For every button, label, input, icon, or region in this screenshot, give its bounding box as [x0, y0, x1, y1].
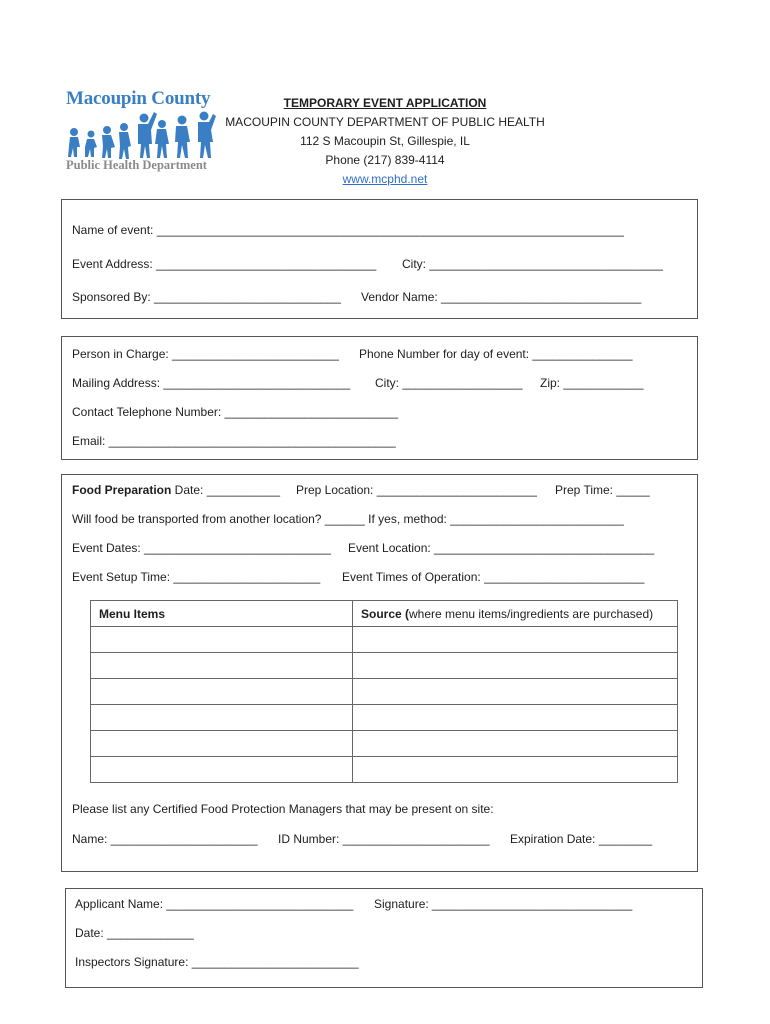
menu-item-cell[interactable]: [91, 653, 353, 679]
event-city-field[interactable]: City: ___________________________________: [402, 257, 663, 271]
event-dates-field[interactable]: Event Dates: ____________________________: [72, 541, 331, 555]
prep-location-field[interactable]: Prep Location: ________________________: [296, 483, 537, 497]
table-row: [91, 653, 678, 679]
event-setup-time-field[interactable]: Event Setup Time: ______________________: [72, 570, 321, 584]
contact-telephone-field[interactable]: Contact Telephone Number: __________________________: [72, 405, 399, 419]
source-cell[interactable]: [353, 653, 678, 679]
menu-item-cell[interactable]: [91, 627, 353, 653]
food-preparation-label: Food Preparation: [72, 483, 172, 497]
source-cell[interactable]: [353, 679, 678, 705]
menu-item-cell[interactable]: [91, 679, 353, 705]
prep-date-field[interactable]: [72, 483, 280, 497]
table-row: [91, 679, 678, 705]
vendor-name-field[interactable]: Vendor Name: ______________________________: [361, 290, 642, 304]
mailing-city-field[interactable]: City: __________________: [375, 376, 523, 390]
department-name: MACOUPIN COUNTY DEPARTMENT OF PUBLIC HEALTH: [225, 115, 545, 129]
table-row: [91, 757, 678, 783]
source-header: Source (where menu items/ingredients are purchased): [353, 601, 678, 627]
transport-method-field[interactable]: Will food be transported from another location? ______ If yes, method: __________________________: [72, 512, 624, 526]
day-of-event-phone-field[interactable]: Phone Number for day of event: _______________: [359, 347, 633, 361]
source-cell[interactable]: [353, 705, 678, 731]
menu-table-header: [91, 601, 678, 627]
form-header: [200, 94, 570, 189]
logo-subtitle: Public Health Department: [66, 158, 207, 172]
event-times-field[interactable]: Event Times of Operation: ________________________: [342, 570, 645, 584]
event-address-field[interactable]: Event Address: _________________________________: [72, 257, 377, 271]
sponsored-by-field[interactable]: Sponsored By: ____________________________: [72, 290, 341, 304]
source-cell[interactable]: [353, 757, 678, 783]
logo-title: Macoupin County: [66, 88, 211, 109]
menu-item-cell[interactable]: [91, 757, 353, 783]
event-location-field[interactable]: Event Location: _________________________________: [348, 541, 655, 555]
inspector-signature-field[interactable]: Inspectors Signature: _________________________: [75, 955, 359, 969]
zip-field[interactable]: Zip: ____________: [540, 376, 644, 390]
source-cell[interactable]: [353, 627, 678, 653]
department-phone: Phone (217) 839-4114: [325, 153, 445, 167]
table-row: [91, 731, 678, 757]
mailing-address-field[interactable]: Mailing Address: ____________________________: [72, 376, 351, 390]
person-in-charge-field[interactable]: Person in Charge: _________________________: [72, 347, 339, 361]
manager-id-field[interactable]: ID Number: ______________________: [278, 832, 490, 846]
signature-field[interactable]: Signature: ______________________________: [374, 897, 633, 911]
source-cell[interactable]: [353, 731, 678, 757]
menu-item-cell[interactable]: [91, 731, 353, 757]
menu-item-cell[interactable]: [91, 705, 353, 731]
manager-expiration-field[interactable]: Expiration Date: ________: [510, 832, 653, 846]
managers-instruction: Please list any Certified Food Protection Managers that may be present on site:: [72, 802, 494, 816]
event-name-field[interactable]: Name of event: ______________________________________________________________________: [72, 223, 624, 237]
table-row: [91, 627, 678, 653]
form-title: TEMPORARY EVENT APPLICATION: [283, 96, 487, 110]
email-field[interactable]: Email: ___________________________________________: [72, 434, 396, 448]
menu-items-header: Menu Items: [91, 601, 353, 627]
source-note: where menu items/ingredients are purchased): [409, 606, 654, 621]
prep-date-label: Date: ___________: [171, 483, 281, 497]
menu-items-table: [90, 600, 678, 783]
table-row: [91, 705, 678, 731]
applicant-name-field[interactable]: Applicant Name: ____________________________: [75, 897, 354, 911]
manager-name-field[interactable]: Name: ______________________: [72, 832, 258, 846]
department-address: 112 S Macoupin St, Gillespie, IL: [300, 134, 470, 148]
date-field[interactable]: Date: _____________: [75, 926, 194, 940]
prep-time-field[interactable]: Prep Time: _____: [555, 483, 650, 497]
website-link[interactable]: www.mcphd.net: [342, 172, 428, 186]
